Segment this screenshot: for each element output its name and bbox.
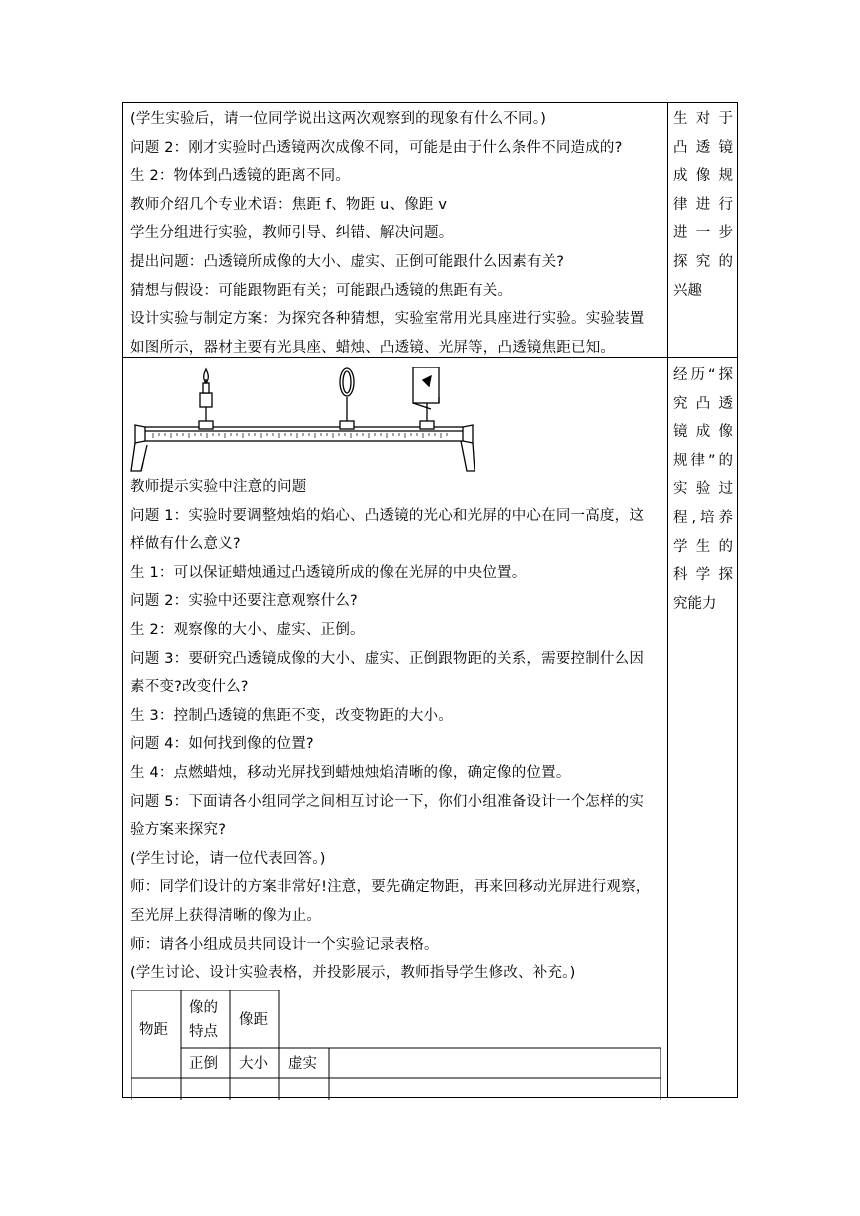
- text-line: 素不变?改变什么?: [130, 679, 249, 696]
- text-line: 教师提示实验中注意的问题: [130, 479, 307, 495]
- text-line: 问题 3：要研究凸透镜成像的大小、虚实、正倒跟物距的关系，需要控制什么因: [130, 650, 645, 667]
- text-line: 教师介绍几个专业术语：焦距 f、物距 u、像距 v: [130, 196, 448, 213]
- header-xiangju: 像距: [239, 1012, 268, 1028]
- purpose-line: 兴趣: [673, 282, 702, 299]
- text-line: 如图所示，器材主要有光具座、蜡烛、凸透镜、光屏等，凸透镜焦距已知。: [130, 339, 616, 356]
- text-line: (学生讨论，请一位代表回答。): [130, 850, 326, 867]
- text-line: 学生分组进行实验，教师引导、纠错、解决问题。: [130, 225, 454, 242]
- purpose-line: 究凸透: [673, 395, 733, 412]
- text-line: 师：请各小组成员共同设计一个实验记录表格。: [130, 936, 439, 953]
- text-line: 问题 2：刚才实验时凸透镜两次成像不同，可能是由于什么条件不同造成的?: [130, 139, 623, 156]
- text-line: 问题 4：如何找到像的位置?: [130, 736, 314, 753]
- row1-purpose: [673, 105, 733, 305]
- purpose-line: 规律”的: [673, 452, 733, 469]
- lesson-plan-table: [122, 102, 738, 1098]
- text-line: 问题 1：实验时要调整烛焰的焰心、凸透镜的光心和光屏的中心在同一高度，这: [130, 507, 645, 524]
- text-line: 生 2：物体到凸透镜的距离不同。: [130, 168, 351, 185]
- header-xiang-de: 像的: [189, 1000, 218, 1016]
- header-daxiao: 大小: [239, 1056, 268, 1072]
- purpose-line: 程,培养: [673, 509, 733, 526]
- text-line: 提出问题：凸透镜所成像的大小、虚实、正倒可能跟什么因素有关?: [130, 253, 565, 270]
- header-tedian: 特点: [189, 1024, 218, 1040]
- purpose-line: 学生的: [673, 538, 733, 555]
- row2-content: [130, 473, 662, 988]
- text-line: 生 1：可以保证蜡烛通过凸透镜所成的像在光屏的中央位置。: [130, 564, 527, 581]
- purpose-line: 凸透镜: [673, 139, 733, 156]
- purpose-line: 究能力: [673, 595, 717, 612]
- text-line: 验方案来探究?: [130, 822, 227, 839]
- experiment-record-table: [131, 990, 661, 1100]
- text-line: (学生实验后，请一位同学说出这两次观察到的现象有什么不同。): [130, 111, 547, 127]
- purpose-line: 探究的: [673, 253, 733, 270]
- text-line: 生 4：点燃蜡烛，移动光屏找到蜡烛烛焰清晰的像，确定像的位置。: [130, 764, 571, 781]
- text-line: 师：同学们设计的方案非常好!注意，要先确定物距，再来回移动光屏进行观察，: [130, 879, 651, 896]
- text-line: 问题 2：实验中还要注意观察什么?: [130, 593, 358, 610]
- purpose-line: 成像规: [673, 168, 733, 185]
- purpose-line: 进一步: [673, 225, 733, 242]
- column-divider: [667, 103, 668, 1097]
- text-line: 样做有什么意义?: [130, 536, 241, 553]
- row1-content: [130, 105, 662, 362]
- purpose-line: 律进行: [673, 196, 733, 213]
- text-line: 至光屏上获得清晰的像为止。: [130, 907, 322, 924]
- text-line: 生 3：控制凸透镜的焦距不变，改变物距的大小。: [130, 707, 453, 724]
- purpose-line: 实验过: [673, 481, 733, 498]
- text-line: 生 2：观察像的大小、虚实、正倒。: [130, 621, 365, 638]
- header-wuju: 物距: [139, 1022, 168, 1038]
- header-xushi: 虚实: [288, 1056, 317, 1072]
- text-line: (学生讨论、设计实验表格，并投影展示，教师指导学生修改、补充。): [130, 965, 576, 982]
- purpose-line: 经历“探: [673, 367, 733, 383]
- row2-purpose: [673, 361, 733, 618]
- purpose-line: 生对于: [673, 111, 733, 127]
- optical-bench-diagram: [129, 367, 475, 477]
- header-zhengdao: 正倒: [189, 1056, 218, 1072]
- purpose-line: 科学探: [673, 567, 733, 584]
- purpose-line: 镜成像: [673, 424, 733, 441]
- text-line: 设计实验与制定方案：为探究各种猜想，实验室常用光具座进行实验。实验装置: [130, 311, 645, 328]
- text-line: 猜想与假设：可能跟物距有关；可能跟凸透镜的焦距有关。: [130, 282, 513, 299]
- text-line: 问题 5：下面请各小组同学之间相互讨论一下，你们小组准备设计一个怎样的实: [130, 793, 645, 810]
